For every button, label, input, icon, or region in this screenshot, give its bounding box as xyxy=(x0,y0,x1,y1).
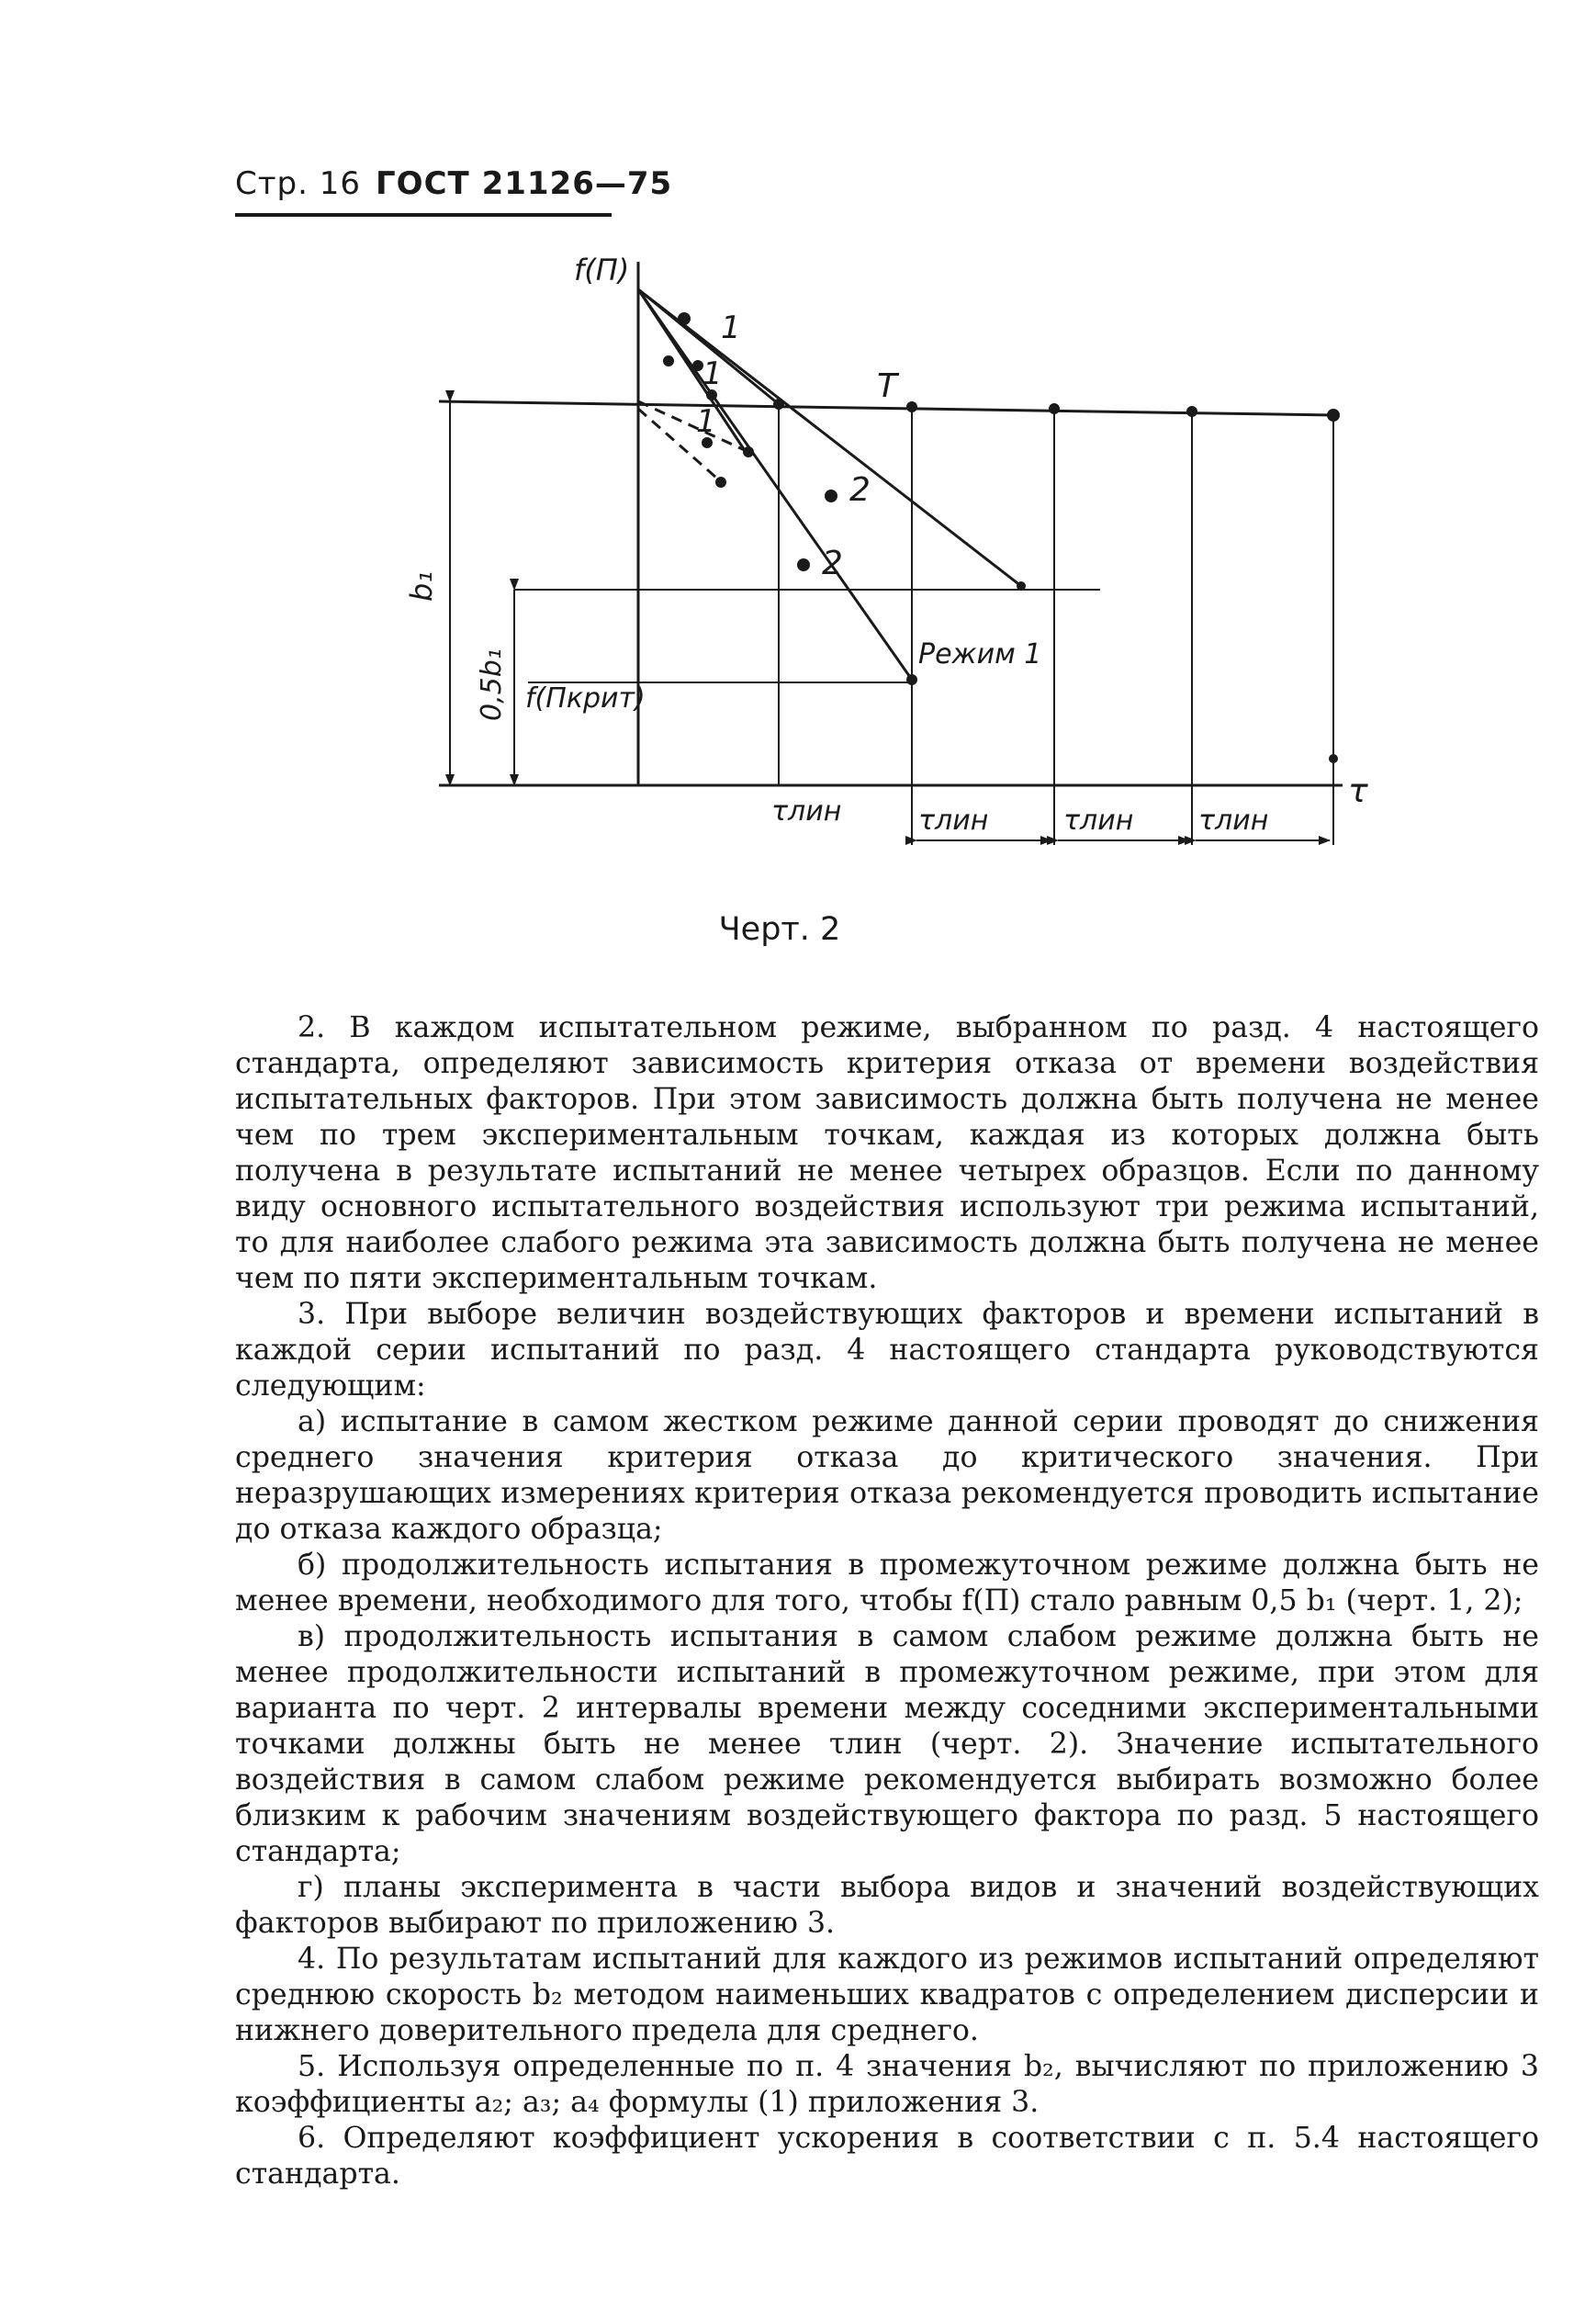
data-point xyxy=(743,446,754,457)
data-point xyxy=(663,355,674,366)
figure-caption: Черт. 2 xyxy=(718,911,841,948)
figure-diagram xyxy=(0,0,1596,918)
y-axis-label: f(П) xyxy=(574,253,630,287)
data-point xyxy=(678,312,691,325)
data-point xyxy=(1017,581,1026,591)
t-label: T xyxy=(877,367,897,405)
curve-label: 2 xyxy=(822,545,843,582)
tau-label: τлин xyxy=(918,805,989,837)
paragraph: б) продолжительность испытания в промежуточном режиме должна быть не менее времени, необходимого для того, чтобы f(П) стало равным 0,5 b₁ (черт. 1, 2); xyxy=(235,1549,1539,1617)
curve-3 xyxy=(638,289,912,680)
half-b1-label: 0,5b₁ xyxy=(476,648,508,721)
paragraph: в) продолжительность испытания в самом слабом режиме должна быть не менее продолжительности испытаний в промежуточном режиме, при этом для варианта по черт. 2 интервалы времени между соседними экспериментальными точками должны быть не менее τлин (черт. 2). Значение испытательного воздействия в самом слабом режиме рекомендуется выбирать возможно более близким к рабочим значениям воздействующего фактора по разд. 5 настоящего стандарта; xyxy=(235,1620,1539,1868)
data-point xyxy=(797,558,810,571)
data-point xyxy=(1327,409,1340,422)
curve-label: 1 xyxy=(696,403,716,440)
dashed-line xyxy=(638,401,748,452)
body-text xyxy=(235,1010,1539,2192)
critical-label: f(Пкрит) xyxy=(525,682,646,715)
data-point xyxy=(906,674,917,685)
paragraph: 5. Используя определенные по п. 4 значения b₂, вычисляют по приложению 3 коэффициенты a₂; a₃; a₄ формулы (1) приложения 3. xyxy=(235,2050,1539,2119)
tau-label: τлин xyxy=(1063,805,1134,837)
page-number: Стр. 16 xyxy=(235,165,362,202)
data-point xyxy=(715,477,726,488)
tau-label: τлин xyxy=(771,795,842,828)
curve-label: 1 xyxy=(721,310,741,346)
data-point xyxy=(773,399,784,410)
data-point xyxy=(825,490,837,502)
paragraph: а) испытание в самом жестком режиме данной серии проводят до снижения среднего значения критерия отказа до критического значения. При неразрушающих измерениях критерия отказа рекомендуется проводить испытание до отказа каждого образца; xyxy=(235,1405,1539,1546)
curve-label: 1 xyxy=(702,355,723,392)
b1-label: b₁ xyxy=(404,570,439,602)
curve-label: 2 xyxy=(849,471,871,509)
paragraph: 3. При выборе величин воздействующих факторов и времени испытаний в каждой серии испытаний по разд. 4 настоящего стандарта руководствуются следующим: xyxy=(235,1298,1539,1403)
data-point xyxy=(906,401,917,412)
paragraph: г) планы эксперимента в части выбора видов и значений воздействующих факторов выбирают по приложению 3. xyxy=(235,1871,1539,1940)
data-point xyxy=(1049,403,1060,414)
mode-label: Режим 1 xyxy=(918,638,1042,670)
paragraph: 4. По результатам испытаний для каждого из режимов испытаний определяют среднюю скорость b₂ методом наименьших квадратов с определением дисперсии и нижнего доверительного предела для среднего. xyxy=(235,1943,1539,2047)
data-point xyxy=(1329,754,1338,763)
data-point xyxy=(1186,406,1197,417)
x-axis-label: τ xyxy=(1348,772,1368,810)
standard-code: ГОСТ 21126—75 xyxy=(376,165,673,202)
tau-label: τлин xyxy=(1198,805,1269,837)
paragraph: 6. Определяют коэффициент ускорения в соответствии с п. 5.4 настоящего стандарта. xyxy=(235,2122,1539,2191)
paragraph: 2. В каждом испытательном режиме, выбранном по разд. 4 настоящего стандарта, определяют зависимость критерия отказа от времени воздействия испытательных факторов. При этом зависимость должна быть получена не менее чем по трем экспериментальным точкам, каждая из которых должна быть получена в результате испытаний не менее четырех образцов. Если по данному виду основного испытательного воздействия используют три режима испытаний, то для наиболее слабого режима эта зависимость должна быть получена не менее чем по пяти экспериментальным точкам. xyxy=(235,1011,1539,1295)
